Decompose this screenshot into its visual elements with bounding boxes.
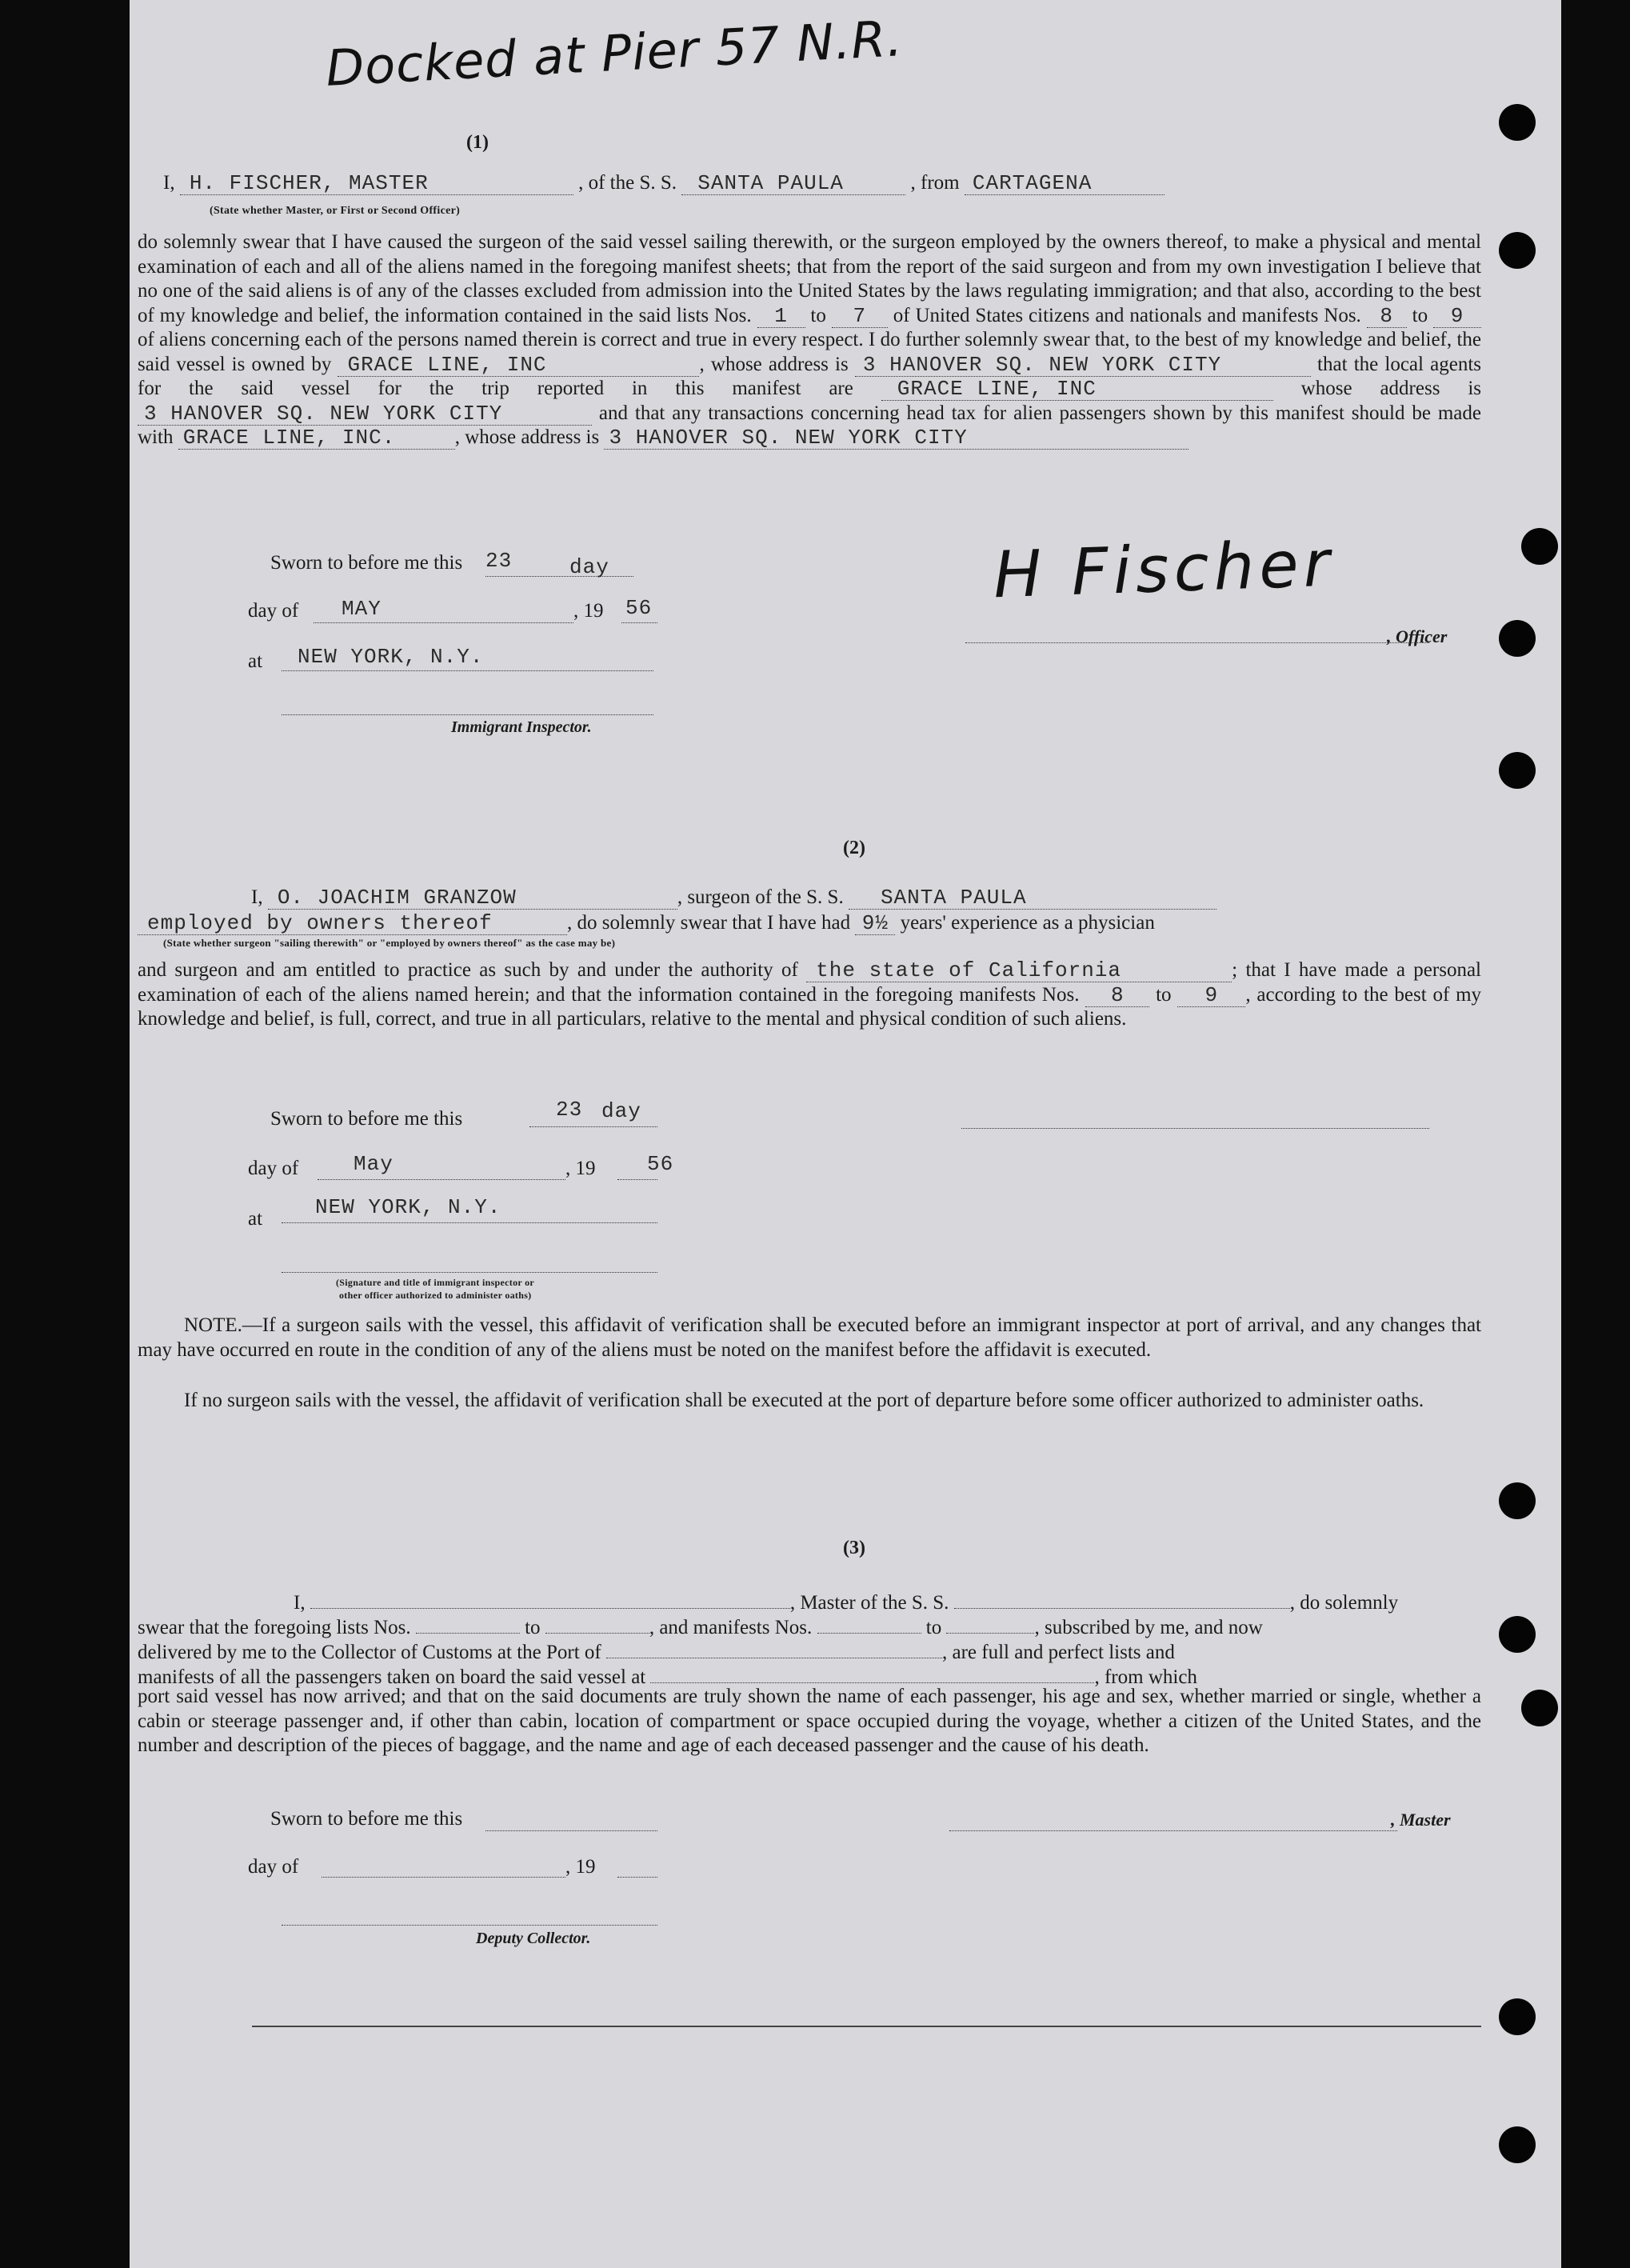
manifest-page xyxy=(130,0,1561,2268)
employment-caption: (State whether surgeon "sailing therewith" or "employed by owners thereof" as the case may be) xyxy=(163,937,616,949)
punch-hole xyxy=(1499,104,1536,141)
are-full-label: , are full and perfect lists and xyxy=(942,1642,1175,1663)
section-1-p4b: , whose address is xyxy=(454,426,600,448)
year-2-prefix: , 19 xyxy=(565,1158,596,1179)
section-2-p1: and surgeon and am entitled to practice as such by and under the authority of xyxy=(138,959,798,981)
punch-hole xyxy=(1499,1482,1536,1519)
i-label: I, xyxy=(251,886,263,908)
port-of-field xyxy=(606,1635,942,1658)
sworn-1-label: Sworn to before me this xyxy=(270,552,463,574)
to-label: to xyxy=(925,1617,942,1638)
section-3-heading: (3) xyxy=(843,1538,865,1558)
sworn-1-day-word: day xyxy=(569,555,609,579)
punch-hole xyxy=(1499,1998,1536,2035)
agents-address-field: 3 HANOVER SQ. NEW YORK CITY xyxy=(138,402,592,426)
headtax-party-field: GRACE LINE, INC. xyxy=(178,426,455,450)
section-1-body xyxy=(138,230,1481,450)
note-paragraph xyxy=(138,1314,1481,1362)
sworn-2-day-word: day xyxy=(601,1099,641,1123)
swear-label: , do solemnly swear that I have had xyxy=(567,912,851,934)
note-2-paragraph xyxy=(138,1389,1481,1414)
at-2-label: at xyxy=(248,1208,263,1230)
sworn-2-label: Sworn to before me this xyxy=(270,1108,463,1130)
manifests-3-to-field xyxy=(946,1610,1034,1634)
punch-hole xyxy=(1499,2126,1536,2163)
of-ss-label: , of the S. S. xyxy=(578,172,677,194)
owner-field: GRACE LINE, INC xyxy=(338,354,699,377)
years-text: years' experience as a physician xyxy=(900,912,1155,934)
years-field: 9½ xyxy=(855,912,895,935)
vessel-3-field xyxy=(954,1586,1290,1609)
section-1-p3: that the local agents for the said vessel for the trip reported in this manifest are xyxy=(138,353,1481,399)
section-1-p1: do solemnly swear that I have caused the surgeon of the said vessel sailing therewith, or the surgeon employed by the owners thereof, to make a physical and mental examination of each and all of the aliens named in the foregoing manifest sheets; that from the report of the said surgeon and from my own investigation I believe that no one of the said aliens is of any of the classes excluded from admission into the United States by the laws regulating immigration; and that also, according to the best of my knowledge and belief, the information contained in the said lists Nos. xyxy=(138,231,1481,326)
i-label: I, xyxy=(294,1592,306,1614)
section-2-p2: that I have made a personal examination of each of the aliens named herein; and that the information contained in the foregoing manifests Nos. xyxy=(138,959,1482,1006)
month-2-field: May xyxy=(354,1152,394,1176)
surgeon-of-label: , surgeon of the S. S. xyxy=(677,886,844,908)
section-2-first-line xyxy=(251,886,1217,910)
and-manifests-label: , and manifests Nos. xyxy=(649,1617,813,1638)
punch-hole xyxy=(1521,1690,1558,1726)
section-2-p3: , according to the best of my knowledge and belief, is full, correct, and true in all particulars, relative to the mental and physical condition of such aliens. xyxy=(138,983,1482,1030)
manifests-2-from-field: 8 xyxy=(1085,984,1149,1007)
note-text: —If a surgeon sails with the vessel, this affidavit of verification shall be executed before an immigrant inspector at port of arrival, and any changes that may have occurred en route in the condition of any of the aliens must be noted on the manifest before the affidavit is executed. xyxy=(138,1314,1481,1361)
lists-to-field: 7 xyxy=(832,305,888,328)
year-1-prefix: , 19 xyxy=(573,600,604,622)
vessel-2-field: SANTA PAULA xyxy=(849,886,1217,910)
punch-hole xyxy=(1499,620,1536,657)
authority-field: the state of California xyxy=(806,959,1232,982)
section-3-body: port said vessel has now arrived; and that on the said documents are truly shown the name of each passenger, his age and sex, whether married or single, whether a cabin or steerage passenger and, if other than cabin, location of compartment or space occupied during the voyage, whether a citizen of the United States, and the number and description of the pieces of baggage, and the name and age of each deceased passenger and the cause of his death. xyxy=(138,1686,1481,1756)
master-name-field: H. FISCHER, MASTER xyxy=(180,172,573,195)
sig-caption-1: (Signature and title of immigrant inspector or xyxy=(336,1277,535,1288)
surgeon-name-field: O. JOACHIM GRANZOW xyxy=(268,886,677,910)
l3a: manifests of all the passengers taken on board the said vessel at xyxy=(138,1666,646,1688)
manifests-3-from-field xyxy=(817,1610,921,1634)
master-caption: (State whether Master, or First or Second Officer) xyxy=(210,205,461,217)
section-2-second-line xyxy=(138,912,1155,935)
deputy-collector-caption: Deputy Collector. xyxy=(476,1930,591,1947)
note-2-text: If no surgeon sails with the vessel, the affidavit of verification shall be executed at the port of departure before some officer authorized to administer oaths. xyxy=(184,1390,1424,1411)
do-solemnly-label: , do solemnly xyxy=(1289,1592,1399,1614)
master-label: , Master xyxy=(1391,1810,1451,1830)
sworn-2-day: 23 xyxy=(556,1098,583,1122)
place-2-field: NEW YORK, N.Y. xyxy=(315,1195,501,1219)
subscribed-label: , subscribed by me, and now xyxy=(1034,1617,1263,1638)
place-1-field: NEW YORK, N.Y. xyxy=(298,645,484,669)
from-label: , from xyxy=(910,172,960,194)
owner-address-field: 3 HANOVER SQ. NEW YORK CITY xyxy=(855,354,1311,377)
punch-hole xyxy=(1499,752,1536,789)
section-2-body: and surgeon and am entitled to practice as such by and under the authority of the state of California ; that I have made a personal examination of each of the aliens named herein; and that the information contained in the foregoing manifests Nos. 8 to 9 , according to the best of my knowledge and belief, is full, correct, and true in all particulars, relative to the mental and physical condition of such aliens. xyxy=(138,958,1482,1030)
headtax-address-field: 3 HANOVER SQ. NEW YORK CITY xyxy=(604,426,1189,450)
master-of-label: , Master of the S. S. xyxy=(789,1592,949,1614)
day-of-2-label: day of xyxy=(248,1158,299,1179)
punch-hole xyxy=(1521,528,1558,565)
whose-address-is-label: whose address is xyxy=(1300,378,1482,399)
l1a: swear that the foregoing lists Nos. xyxy=(138,1617,411,1638)
officer-label: , Officer xyxy=(1387,626,1448,646)
to-label: to xyxy=(810,304,826,326)
immigrant-inspector-caption: Immigrant Inspector. xyxy=(451,718,592,736)
taken-at-field xyxy=(650,1660,1094,1683)
officer-signature: H Fischer xyxy=(992,526,1336,613)
sig-caption-2: other officer authorized to administer oaths) xyxy=(339,1290,532,1301)
section-1-first-line xyxy=(163,172,1165,195)
day-of-3-label: day of xyxy=(248,1856,299,1878)
l2a: delivered by me to the Collector of Customs at the Port of xyxy=(138,1642,601,1663)
year-2-field: 56 xyxy=(647,1152,674,1176)
agents-field: GRACE LINE, INC xyxy=(881,378,1273,401)
handwritten-header: Docked at Pier 57 N.R. xyxy=(324,9,905,98)
i-label: I, xyxy=(163,172,175,194)
section-1-p2b: of aliens concerning each of the persons named therein is correct and true in every respect. I do further solemnly swear that, to the best of my knowledge and belief, the said vessel is owned by xyxy=(138,329,1481,375)
from-port-field: CARTAGENA xyxy=(965,172,1165,195)
vessel-field: SANTA PAULA xyxy=(681,172,905,195)
punch-hole xyxy=(1499,232,1536,269)
to-label: to xyxy=(525,1617,541,1638)
month-1-field: MAY xyxy=(342,597,382,621)
section-2-heading: (2) xyxy=(843,838,865,858)
master-3-field xyxy=(310,1586,790,1609)
section-1-heading: (1) xyxy=(466,132,489,153)
bottom-rule xyxy=(252,2026,1481,2027)
punch-hole xyxy=(1499,1616,1536,1653)
manifests-2-to-field: 9 xyxy=(1177,984,1245,1007)
section-1-p2a: of United States citizens and nationals and manifests Nos. xyxy=(893,304,1361,326)
year-3-prefix: , 19 xyxy=(565,1856,596,1878)
lists-3-from-field xyxy=(416,1610,520,1634)
day-of-1-label: day of xyxy=(248,600,299,622)
sworn-3-label: Sworn to before me this xyxy=(270,1808,463,1830)
to-label: to xyxy=(1412,304,1428,326)
to-label: to xyxy=(1156,983,1172,1006)
whose-address-label: , whose address is xyxy=(699,353,849,375)
year-1-field: 56 xyxy=(625,596,653,620)
sworn-1-day: 23 xyxy=(485,549,513,573)
at-1-label: at xyxy=(248,650,263,672)
note-label: NOTE. xyxy=(184,1314,242,1336)
lists-3-to-field xyxy=(545,1610,649,1634)
manifests-from-field: 8 xyxy=(1367,305,1407,328)
employment-field: employed by owners thereof xyxy=(138,912,567,935)
from-which-label: , from which xyxy=(1094,1666,1197,1688)
manifests-to-field: 9 xyxy=(1433,305,1481,328)
lists-from-field: 1 xyxy=(757,305,805,328)
section-1-p4a: and that any transactions concerning head tax for alien passengers shown by this manifest should be made with xyxy=(138,402,1482,448)
